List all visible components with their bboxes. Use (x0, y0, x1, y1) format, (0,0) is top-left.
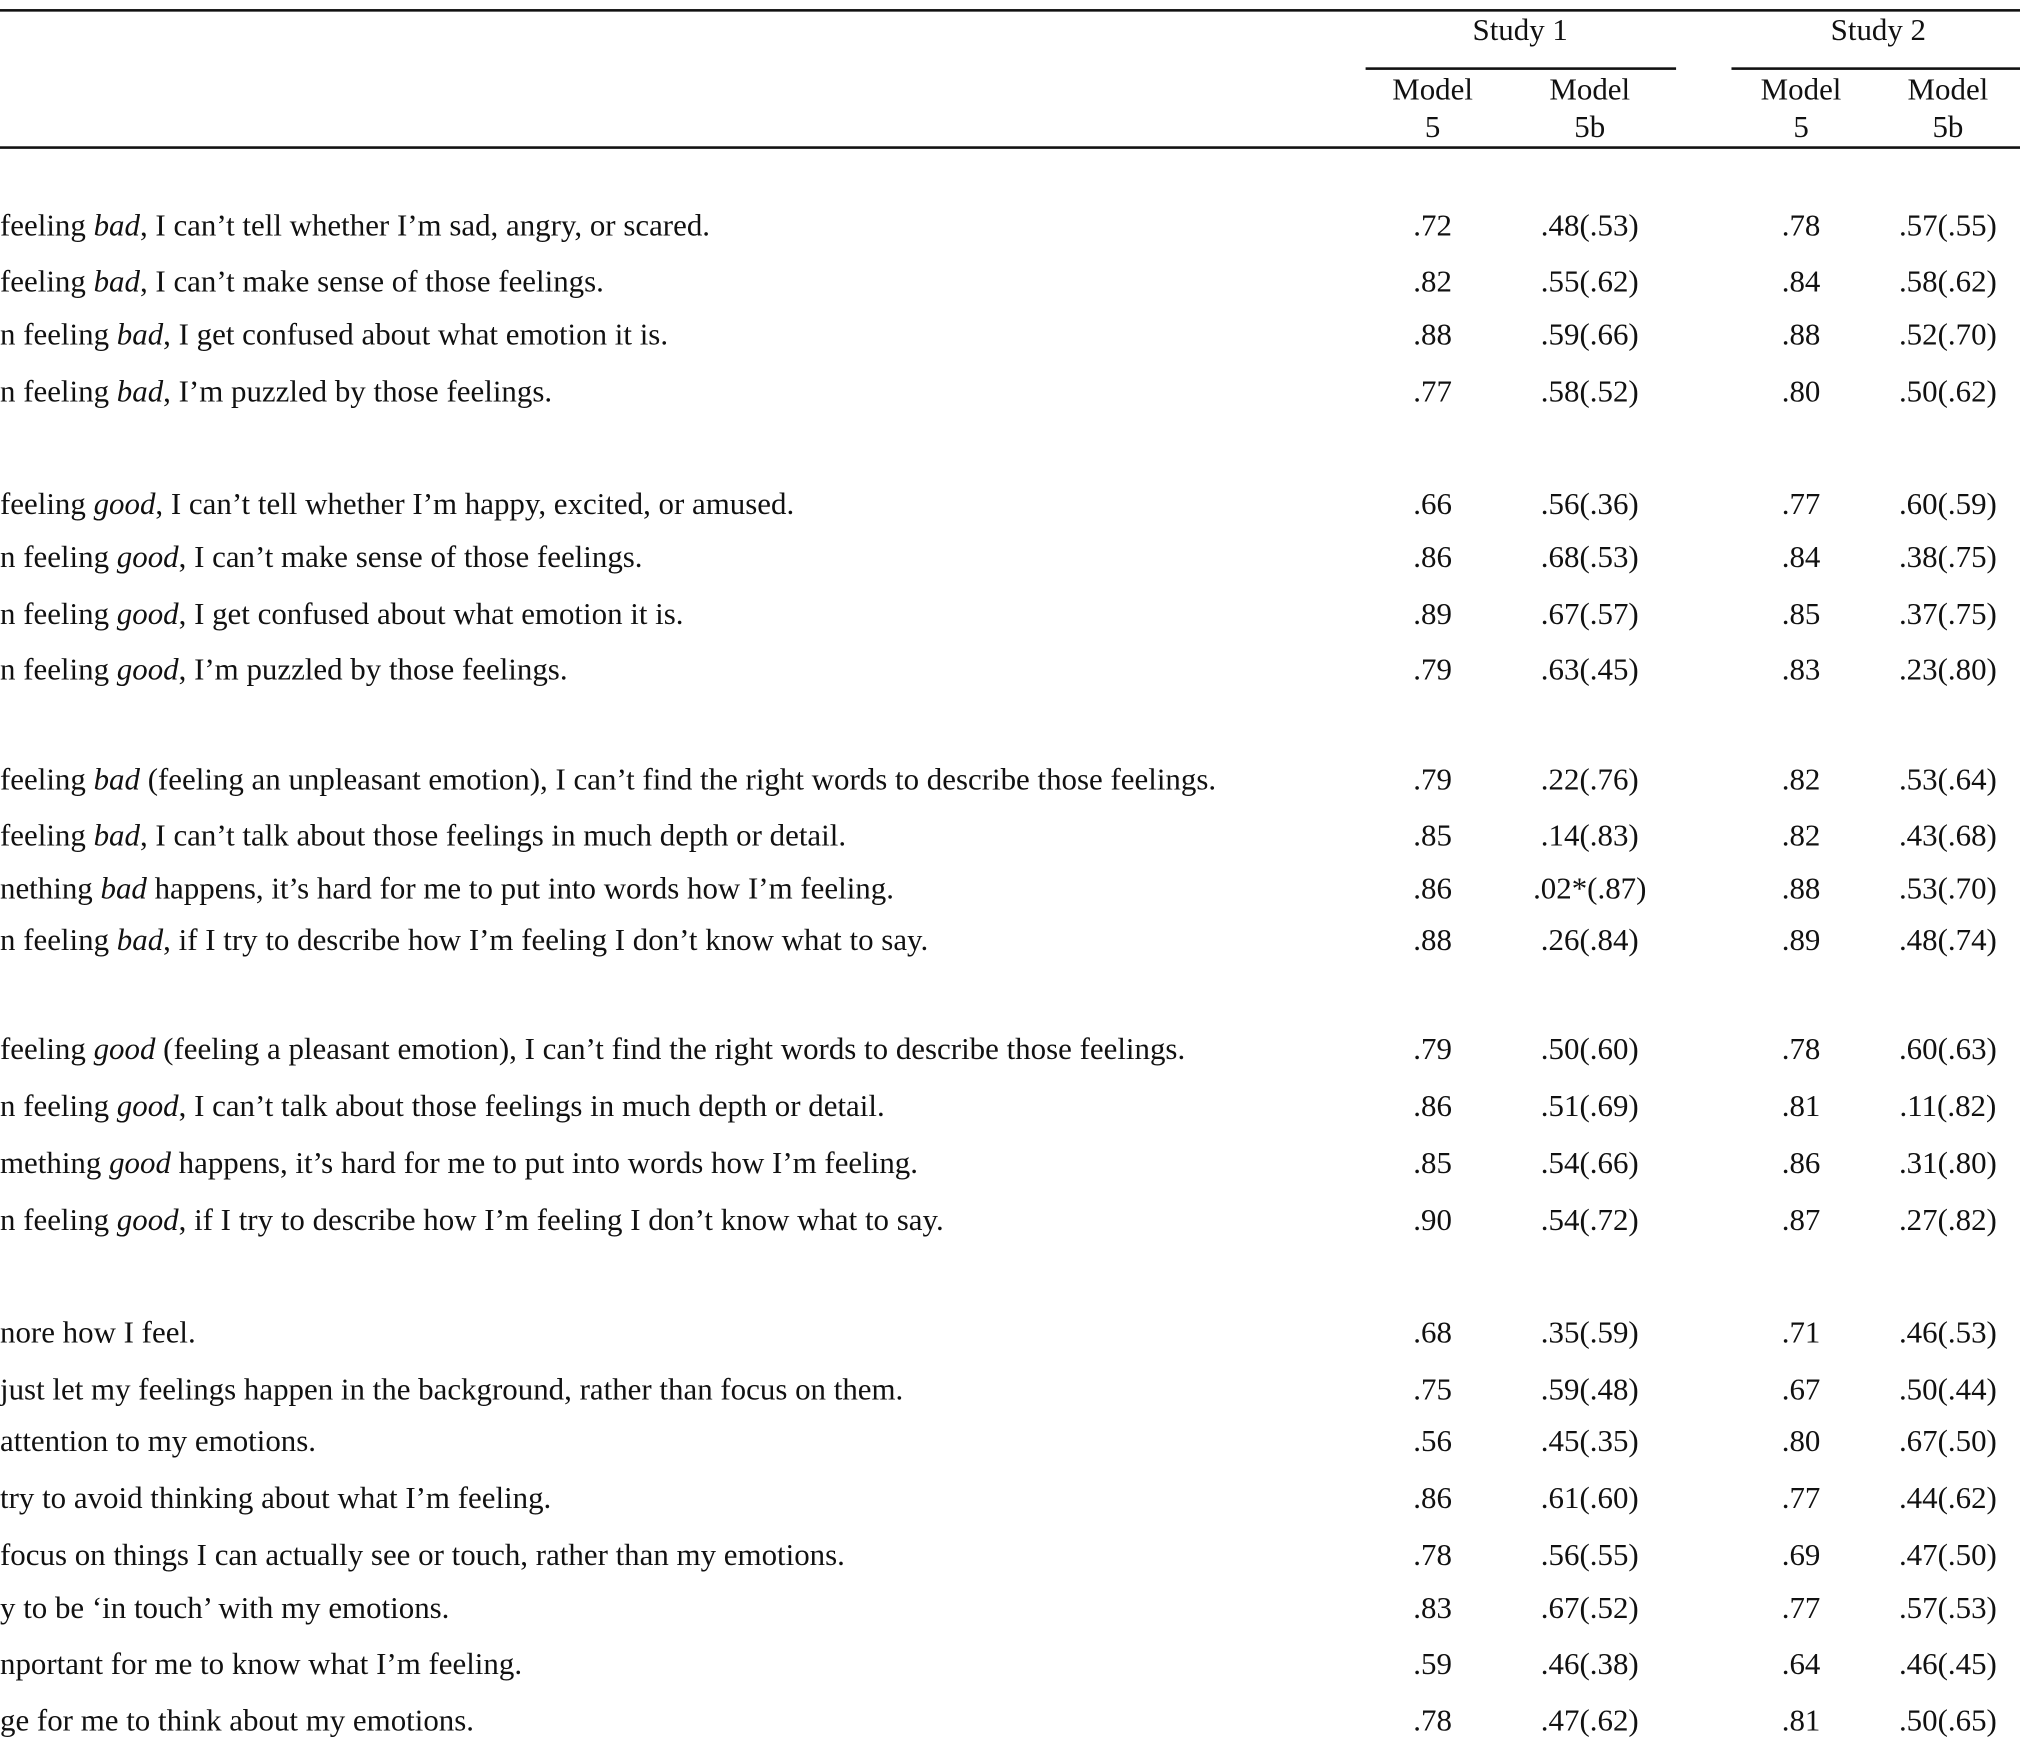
loading-cell: .86 (1413, 872, 1452, 907)
item-text-em: bad (116, 318, 164, 353)
loading-cell: .59(.66) (1540, 318, 1639, 353)
loading-cell: .85 (1413, 1146, 1452, 1181)
item-text-post: , I can’t talk about those feelings in much depth or detail. (178, 1089, 885, 1124)
loading-cell: .38(.75) (1898, 541, 1997, 575)
item-text-post: (feeling an unpleasant emotion), I can’t find the right words to describe those feelings. (139, 763, 1217, 798)
loading-cell: .89 (1781, 924, 1821, 958)
loading-cell: .67(.57) (1540, 598, 1639, 632)
item-text-em: bad (100, 872, 147, 907)
loading-cell: .48(.53) (1540, 209, 1639, 244)
item-text-em: good (116, 653, 179, 688)
loading-cell: .55(.62) (1540, 265, 1639, 300)
loading-cell: .79 (1413, 1033, 1452, 1067)
loading-cell: .54(.72) (1540, 1203, 1639, 1238)
item-text-pre: n feeling (0, 924, 117, 958)
loading-cell: .60(.59) (1898, 488, 1997, 522)
item-text-pre: n feeling (0, 653, 117, 688)
loading-cell: .35(.59) (1540, 1316, 1639, 1351)
item-text-pre: just let my feelings happen in the background, rather than focus on them. (0, 1373, 904, 1408)
item-text-pre: nore how I feel. (0, 1316, 196, 1351)
loading-cell: .88 (1413, 924, 1452, 958)
loading-cell: .79 (1413, 653, 1452, 688)
item-text-em: good (116, 1203, 179, 1238)
model-header-line1: Model (1549, 73, 1631, 108)
loading-cell: .45(.35) (1540, 1425, 1639, 1459)
item-text-post: , I can’t make sense of those feelings. (178, 541, 643, 575)
loading-cell: .53(.70) (1898, 872, 1997, 907)
loading-cell: .78 (1781, 1033, 1821, 1067)
loading-cell: .47(.62) (1540, 1704, 1639, 1739)
model-header-line1: Model (1392, 73, 1473, 108)
loading-cell: .26(.84) (1540, 924, 1639, 958)
loading-cell: .81 (1781, 1089, 1821, 1124)
item-text-em: good (93, 488, 156, 522)
item-text-pre: feeling (0, 763, 94, 798)
loading-cell: .59(.48) (1540, 1373, 1639, 1408)
item-text (0, 1647, 522, 1683)
loading-cell: .85 (1413, 819, 1452, 854)
loading-cell: .84 (1781, 265, 1821, 300)
item-text-pre: focus on things I can actually see or touch, rather than my emotions. (0, 1539, 845, 1573)
loading-cell: .64 (1781, 1647, 1821, 1682)
loading-cell: .67(.52) (1540, 1592, 1639, 1626)
loading-cell: .83 (1781, 653, 1821, 688)
item-text-em: bad (93, 819, 140, 854)
item-text-pre: n feeling (0, 318, 117, 353)
item-text-post: , I’m puzzled by those feelings. (163, 375, 553, 410)
loading-cell: .83 (1413, 1592, 1452, 1626)
item-text-post: , I can’t talk about those feelings in much depth or detail. (139, 819, 847, 854)
loading-cell: .51(.69) (1540, 1089, 1639, 1124)
loading-cell: .56(.55) (1540, 1539, 1639, 1573)
item-text-em: good (93, 1033, 156, 1067)
item-text-pre: n feeling (0, 1203, 117, 1238)
loading-cell: .67 (1781, 1373, 1821, 1408)
loading-cell: .78 (1413, 1539, 1452, 1573)
item-text (0, 1315, 196, 1351)
loading-cell: .47(.50) (1898, 1539, 1997, 1573)
item-text-pre: feeling (0, 209, 94, 244)
loading-cell: .58(.52) (1540, 375, 1639, 410)
loading-cell: .11(.82) (1899, 1089, 1997, 1124)
loading-cell: .61(.60) (1540, 1482, 1639, 1516)
model-header-line2: 5b (1574, 111, 1606, 145)
item-text (0, 317, 668, 353)
study-2-underline (1731, 67, 2020, 70)
study-2-header: Study 2 (1830, 14, 1927, 48)
item-text (0, 1538, 845, 1574)
item-text-em: good (116, 541, 179, 575)
loading-cell: .78 (1781, 209, 1821, 244)
loading-cell: .77 (1781, 1482, 1821, 1516)
item-text-pre: feeling (0, 819, 94, 854)
item-text (0, 1704, 474, 1740)
item-text-post: , I can’t tell whether I’m happy, excited, or amused. (155, 488, 795, 522)
loading-cell: .75 (1413, 1373, 1452, 1408)
loading-cell: .82 (1781, 819, 1821, 854)
item-text (0, 1481, 551, 1517)
item-text-pre: feeling (0, 265, 94, 300)
item-text (0, 487, 794, 523)
item-text-post: , if I try to describe how I’m feeling I don’t know what to say. (178, 1203, 944, 1238)
item-text-pre: attention to my emotions. (0, 1425, 317, 1459)
item-text-pre: n feeling (0, 541, 117, 575)
item-text (0, 652, 568, 688)
item-text-em: bad (116, 375, 164, 410)
loading-cell: .78 (1413, 1704, 1452, 1739)
loading-cell: .69 (1781, 1539, 1821, 1573)
item-text (0, 923, 928, 959)
item-text-pre: feeling (0, 488, 94, 522)
loading-cell: .63(.45) (1540, 653, 1639, 688)
item-text (0, 871, 894, 907)
item-text-pre: feeling (0, 1033, 94, 1067)
loading-cell: .72 (1413, 209, 1452, 244)
item-text (0, 374, 552, 410)
loading-cell: .85 (1781, 598, 1821, 632)
item-text (0, 1032, 1185, 1068)
loading-cell: .77 (1781, 1592, 1821, 1626)
model-header (1487, 72, 1693, 147)
loading-cell: .02*(.87) (1533, 872, 1647, 907)
item-text-post: , if I try to describe how I’m feeling I don’t know what to say. (163, 924, 929, 958)
loading-cell: .77 (1781, 488, 1821, 522)
item-text-pre: ge for me to think about my emotions. (0, 1704, 475, 1739)
loading-cell: .37(.75) (1898, 598, 1997, 632)
loading-cell: .88 (1781, 872, 1821, 907)
item-text-pre: nething (0, 872, 101, 907)
item-text-post: happens, it’s hard for me to put into words how I’m feeling. (146, 872, 894, 907)
loading-cell: .89 (1413, 598, 1452, 632)
loading-cell: .44(.62) (1898, 1482, 1997, 1516)
loading-cell: .14(.83) (1540, 819, 1639, 854)
item-text (0, 1424, 316, 1460)
item-text-post: , I get confused about what emotion it is. (163, 318, 669, 353)
loading-cell: .81 (1781, 1704, 1821, 1739)
loading-cell: .56(.36) (1540, 488, 1639, 522)
loading-cell: .68(.53) (1540, 541, 1639, 575)
header-bottom-rule (0, 146, 2020, 149)
loading-cell: .23(.80) (1898, 653, 1997, 688)
loading-cell: .82 (1413, 265, 1452, 300)
loading-cell: .66 (1413, 488, 1452, 522)
loading-cell: .50(.44) (1898, 1373, 1997, 1408)
loading-cell: .27(.82) (1898, 1203, 1997, 1238)
item-text (0, 1146, 918, 1182)
model-header-line1: Model (1907, 73, 1989, 108)
model-header (1845, 72, 2020, 147)
model-header-line2: 5 (1793, 111, 1809, 145)
item-text-pre: y to be ‘in touch’ with my emotions. (0, 1592, 450, 1626)
item-text-pre: n feeling (0, 375, 117, 410)
loading-cell: .48(.74) (1898, 924, 1997, 958)
item-text-em: good (116, 598, 179, 632)
loading-cell: .80 (1781, 375, 1821, 410)
loading-cell: .56 (1413, 1425, 1452, 1459)
loading-cell: .31(.80) (1898, 1146, 1997, 1181)
loading-cell: .43(.68) (1898, 819, 1997, 854)
item-text (0, 1203, 944, 1239)
item-text-pre: try to avoid thinking about what I’m feeling. (0, 1482, 552, 1516)
study-1-header: Study 1 (1472, 14, 1568, 48)
loading-cell: .57(.53) (1898, 1592, 1997, 1626)
model-header-line2: 5b (1932, 111, 1964, 145)
loading-cell: .52(.70) (1898, 318, 1997, 353)
item-text-em: bad (116, 924, 164, 958)
loading-cell: .88 (1413, 318, 1452, 353)
loading-cell: .50(.62) (1898, 375, 1997, 410)
loading-cell: .46(.45) (1898, 1647, 1997, 1682)
item-text-post: , I can’t make sense of those feelings. (139, 265, 604, 300)
loading-cell: .82 (1781, 763, 1821, 798)
loading-cell: .77 (1413, 375, 1452, 410)
item-text-post: , I get confused about what emotion it is. (178, 598, 684, 632)
item-text-pre: mething (0, 1146, 110, 1181)
loading-cell: .68 (1413, 1316, 1452, 1351)
loading-cell: .90 (1413, 1203, 1452, 1238)
item-text-post: happens, it’s hard for me to put into words how I’m feeling. (170, 1146, 918, 1181)
loading-cell: .53(.64) (1898, 763, 1997, 798)
item-text (0, 540, 643, 576)
loading-cell: .86 (1781, 1146, 1821, 1181)
loading-cell: .84 (1781, 541, 1821, 575)
item-text-em: bad (93, 763, 140, 798)
model-header-line2: 5 (1424, 111, 1441, 145)
item-text (0, 597, 684, 633)
loading-cell: .67(.50) (1898, 1425, 1997, 1459)
loading-cell: .86 (1413, 1089, 1452, 1124)
loading-cell: .50(.65) (1898, 1704, 1997, 1739)
item-text-post: (feeling a pleasant emotion), I can’t find the right words to describe those feelings. (155, 1033, 1186, 1067)
item-text (0, 818, 846, 854)
loading-cell: .86 (1413, 541, 1452, 575)
item-text-pre: n feeling (0, 1089, 117, 1124)
top-rule (0, 9, 2020, 12)
loading-cell: .22(.76) (1540, 763, 1639, 798)
loading-cell: .80 (1781, 1425, 1821, 1459)
loading-cell: .46(.53) (1898, 1316, 1997, 1351)
loading-cell: .50(.60) (1540, 1033, 1639, 1067)
study-1-underline (1366, 67, 1676, 70)
item-text-em: bad (93, 209, 140, 244)
loading-cell: .88 (1781, 318, 1821, 353)
item-text-post: , I’m puzzled by those feelings. (178, 653, 568, 688)
item-text (0, 1372, 903, 1408)
loading-cell: .86 (1413, 1482, 1452, 1516)
loading-cell: .57(.55) (1898, 209, 1997, 244)
item-text (0, 208, 710, 244)
loading-cell: .79 (1413, 763, 1452, 798)
loading-cell: .58(.62) (1898, 265, 1997, 300)
loading-cell: .54(.66) (1540, 1146, 1639, 1181)
loading-cell: .59 (1413, 1647, 1452, 1682)
item-text-pre: n feeling (0, 598, 117, 632)
item-text-em: good (116, 1089, 179, 1124)
item-text (0, 1089, 885, 1125)
item-text (0, 1591, 449, 1627)
loading-cell: .71 (1781, 1316, 1821, 1351)
model-header-line1: Model (1760, 73, 1842, 108)
loading-cell: .46(.38) (1540, 1647, 1639, 1682)
item-text-pre: nportant for me to know what I’m feeling. (0, 1647, 523, 1682)
item-text (0, 264, 604, 300)
item-text-em: bad (93, 265, 140, 300)
item-text (0, 762, 1216, 798)
loading-cell: .60(.63) (1898, 1033, 1997, 1067)
item-text-em: good (109, 1146, 171, 1181)
item-text-post: , I can’t tell whether I’m sad, angry, or scared. (139, 209, 711, 244)
loading-cell: .87 (1781, 1203, 1821, 1238)
